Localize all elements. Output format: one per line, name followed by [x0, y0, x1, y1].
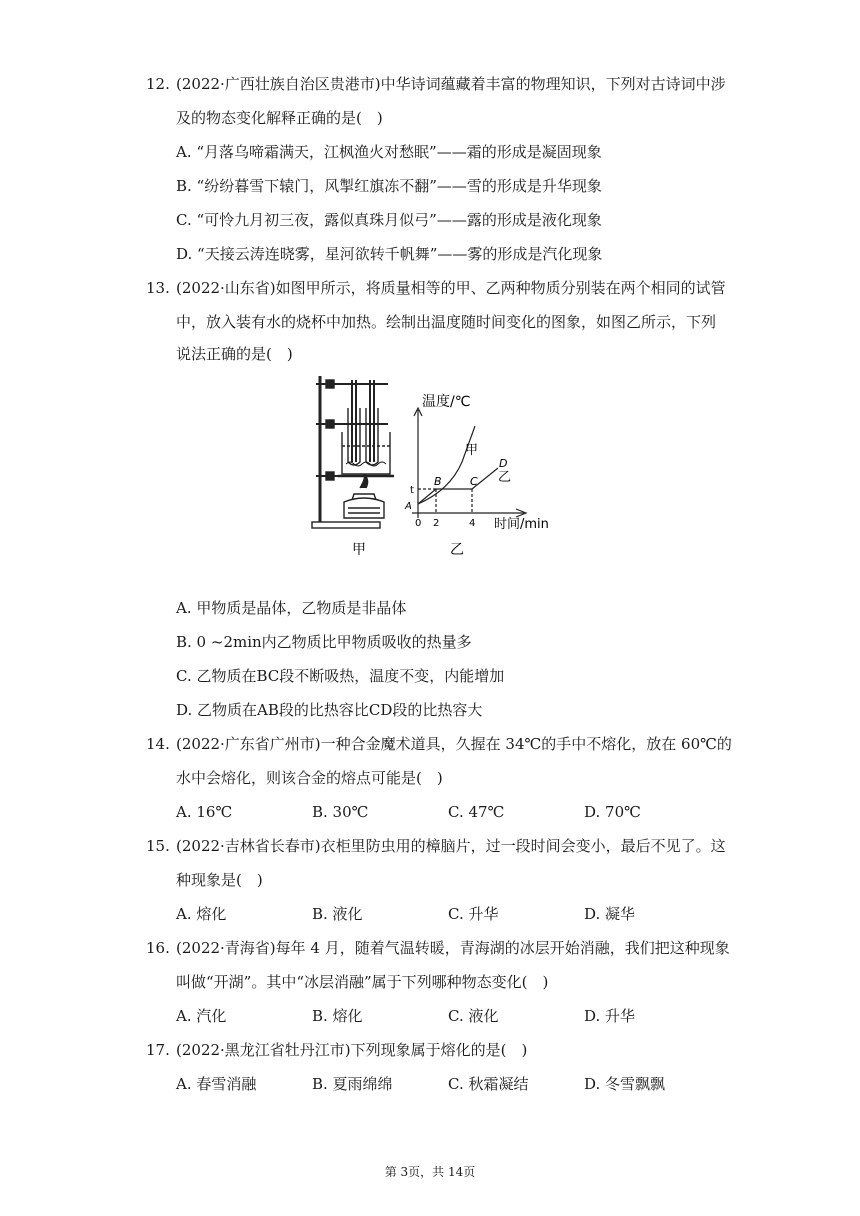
q15-number: 15.: [146, 837, 170, 855]
q17-stem-line1: (2022·黑龙江省牡丹江市)下列现象属于熔化的是( ): [176, 1041, 528, 1059]
q16-stem-line1: (2022·青海省)每年 4 月，随着气温转暖，青海湖的冰层开始消融，我们把这种现象: [176, 939, 730, 957]
q17-number: 17.: [146, 1041, 170, 1059]
q12-option-c: C. “可怜九月初三夜，露似真珠月似弓”——露的形成是液化现象: [176, 211, 602, 229]
q12-number: 12.: [146, 75, 170, 93]
q13-stem-line3: 说法正确的是( ): [176, 345, 293, 363]
q15-option-d: D. 凝华: [584, 905, 636, 923]
point-b-label: B: [434, 475, 442, 488]
q16-option-a: A. 汽化: [176, 1007, 227, 1025]
q16-number: 16.: [146, 939, 170, 957]
q13-stem-line2: 中，放入装有水的烧杯中加热。绘制出温度随时间变化的图象，如图乙所示，下列: [176, 313, 717, 331]
figure-caption-yi: 乙: [450, 542, 464, 558]
q16-stem-line2: 叫做“开湖”。其中“冰层消融”属于下列哪种物态变化( ): [176, 973, 549, 991]
q16-option-b: B. 熔化: [312, 1007, 363, 1025]
temperature-time-graph: [412, 408, 526, 518]
q14-stem-line1: (2022·广东省广州市)一种合金魔术道具，久握在 34℃的手中不熔化，放在 60℃的: [176, 735, 732, 753]
q15-stem-line1: (2022·吉林省长春市)衣柜里防虫用的樟脑片，过一段时间会变小，最后不见了。这: [176, 837, 726, 855]
q12-stem-line2: 及的物态变化解释正确的是( ): [176, 109, 383, 127]
q13-stem-line1: (2022·山东省)如图甲所示，将质量相等的甲、乙两种物质分别装在两个相同的试管: [176, 279, 726, 297]
curve-yi: [418, 468, 498, 504]
q17-option-b: B. 夏雨绵绵: [312, 1075, 393, 1093]
point-c-label: C: [470, 475, 478, 488]
q14-stem-line2: 水中会熔化，则该合金的熔点可能是( ): [176, 769, 443, 787]
tick-label-0: 0: [415, 518, 422, 529]
q13-option-c: C. 乙物质在BC段不断吸热，温度不变，内能增加: [176, 667, 505, 685]
q14-option-a: A. 16℃: [176, 803, 233, 821]
graph-xlabel: 时间/min: [494, 517, 549, 532]
page-footer: 第 3页，共 14页: [384, 1165, 476, 1179]
q14-option-c: C. 47℃: [448, 803, 505, 821]
tick-label-t: t: [410, 485, 414, 496]
q12-option-d: D. “天接云涛连晓雾，星河欲转千帆舞”——雾的形成是汽化现象: [176, 245, 603, 263]
q15-option-c: C. 升华: [448, 905, 499, 923]
q17-option-a: A. 春雪消融: [176, 1075, 257, 1093]
q14-option-d: D. 70℃: [584, 803, 641, 821]
q13-option-d: D. 乙物质在AB段的比热容比CD段的比热容大: [176, 701, 483, 719]
lab-apparatus: [312, 376, 394, 528]
q12-option-a: A. “月落乌啼霜满天，江枫渔火对愁眠”——霜的形成是凝固现象: [176, 143, 602, 161]
q14-option-b: B. 30℃: [312, 803, 369, 821]
q12-option-b: B. “纷纷暮雪下辕门，风掣红旗冻不翻”——雪的形成是升华现象: [176, 177, 602, 195]
q13-option-a: A. 甲物质是晶体，乙物质是非晶体: [176, 599, 407, 617]
point-d-label: D: [499, 457, 508, 470]
q15-option-b: B. 液化: [312, 905, 363, 923]
tick-label-2: 2: [433, 518, 440, 529]
point-a-label: A: [405, 501, 412, 512]
tick-label-4: 4: [469, 518, 476, 529]
q12-stem-line1: (2022·广西壮族自治区贵港市)中华诗词蕴藏着丰富的物理知识，下列对古诗词中涉: [176, 75, 726, 93]
q16-option-d: D. 升华: [584, 1007, 636, 1025]
figure-caption-jia: 甲: [352, 542, 366, 558]
q14-number: 14.: [146, 735, 170, 753]
q17-option-d: D. 冬雪飘飘: [584, 1075, 666, 1093]
graph-ylabel: 温度/℃: [422, 394, 471, 410]
q13-option-b: B. 0 ~2min内乙物质比甲物质吸收的热量多: [176, 633, 472, 651]
graph-label-jia: 甲: [465, 443, 479, 458]
q15-stem-line2: 种现象是( ): [176, 871, 263, 889]
q13-number: 13.: [146, 279, 170, 297]
graph-label-yi: 乙: [498, 470, 512, 485]
q15-option-a: A. 熔化: [176, 905, 227, 923]
q17-option-c: C. 秋霜凝结: [448, 1075, 529, 1093]
q16-option-c: C. 液化: [448, 1007, 499, 1025]
q13-figure: [300, 370, 560, 565]
curve-jia: [418, 426, 475, 504]
